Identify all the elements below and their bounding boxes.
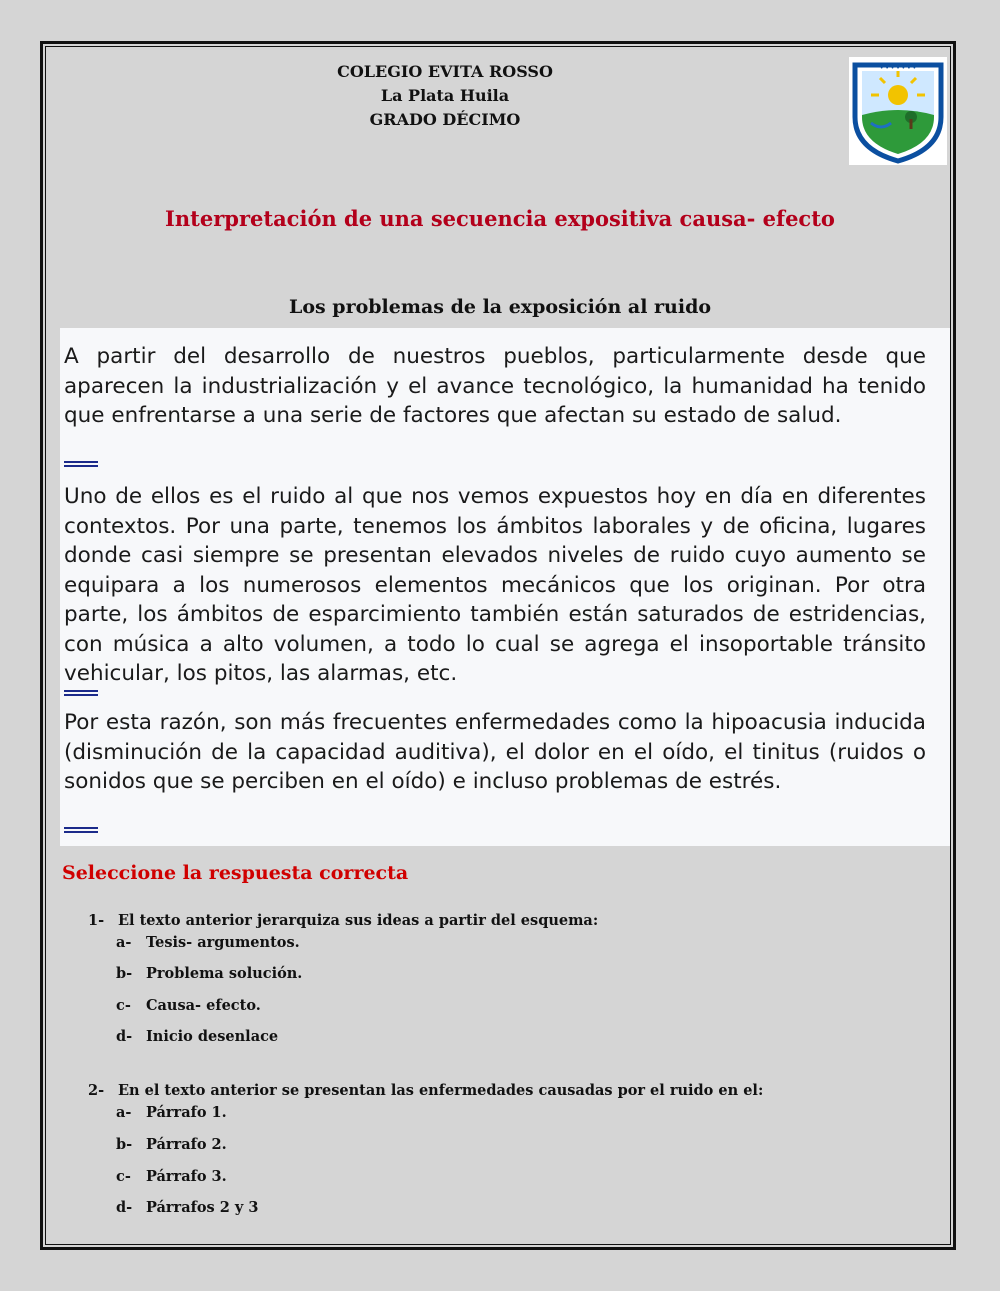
option-letter: c- [116,1168,131,1185]
question-1-option-a[interactable] [116,934,300,951]
school-header [220,60,670,132]
reading-title: Los problemas de la exposición al ruido [288,296,712,318]
question-number: 2- [88,1082,105,1099]
question-2 [88,1082,763,1099]
question-2-option-c[interactable] [116,1168,227,1185]
option-text: Causa- efecto. [146,997,261,1014]
page-title: Interpretación de una secuencia expositiva causa- efecto [165,206,835,231]
question-2-option-b[interactable] [116,1136,227,1153]
option-text: Problema solución. [146,965,303,982]
option-text: Inicio desenlace [146,1028,279,1045]
paragraph-divider [64,461,98,467]
option-letter: a- [116,934,132,951]
paragraph-divider [64,690,98,696]
instruction-heading: Seleccione la respuesta correcta [62,862,409,884]
option-letter: d- [116,1028,133,1045]
question-text: En el texto anterior se presentan las enfermedades causadas por el ruido en el: [118,1082,764,1099]
paragraph-2: Uno de ellos es el ruido al que nos vemos expuestos hoy en día en diferentes contextos. Por una parte, tenemos los ámbitos laborales y de oficina, lugares donde casi siempre se presentan elevados niveles de ruido cuyo aumento se equipara a los numerosos elementos mecánicos que los originan. Por otra parte, los ámbitos de esparcimiento también están saturados de estridencias, con música a alto volumen, a todo lo cual se agrega el insoportable tránsito vehicular, los pitos, las alarmas, etc. [64,484,926,686]
question-number: 1- [88,912,105,929]
school-crest-icon [849,57,947,165]
paragraph-divider [64,827,98,833]
school-name: COLEGIO EVITA ROSSO [337,62,553,81]
option-text: Párrafos 2 y 3 [146,1199,259,1216]
svg-text:• • • • • • •: • • • • • • • [879,65,917,72]
question-2-option-a[interactable] [116,1104,227,1121]
paragraph-3: Por esta razón, son más frecuentes enfermedades como la hipoacusia inducida (disminución de la capacidad auditiva), el dolor en el oído, el tinitus (ruidos o sonidos que se perciben en el oído) e incluso problemas de estrés. [64,710,926,794]
school-city: La Plata Huila [380,86,510,105]
option-text: Párrafo 1. [146,1104,227,1121]
paragraph-1: A partir del desarrollo de nuestros pueblos, particularmente desde que aparecen la industrialización y el avance tecnológico, la humanidad ha tenido que enfrentarse a una serie de factores que afectan su estado de salud. [64,344,926,428]
option-letter: b- [116,1136,133,1153]
option-letter: a- [116,1104,132,1121]
question-1-option-b[interactable] [116,965,302,982]
reading-passage [60,328,950,846]
option-letter: b- [116,965,133,982]
question-1 [88,912,598,929]
question-2-option-d[interactable] [116,1199,258,1216]
question-1-option-d[interactable] [116,1028,278,1045]
option-text: Párrafo 3. [146,1168,227,1185]
question-1-option-c[interactable] [116,997,261,1014]
option-text: Párrafo 2. [146,1136,227,1153]
option-letter: d- [116,1199,133,1216]
question-text: El texto anterior jerarquiza sus ideas a partir del esquema: [118,912,599,929]
school-grade: GRADO DÉCIMO [369,110,521,129]
option-text: Tesis- argumentos. [146,934,300,951]
option-letter: c- [116,997,131,1014]
